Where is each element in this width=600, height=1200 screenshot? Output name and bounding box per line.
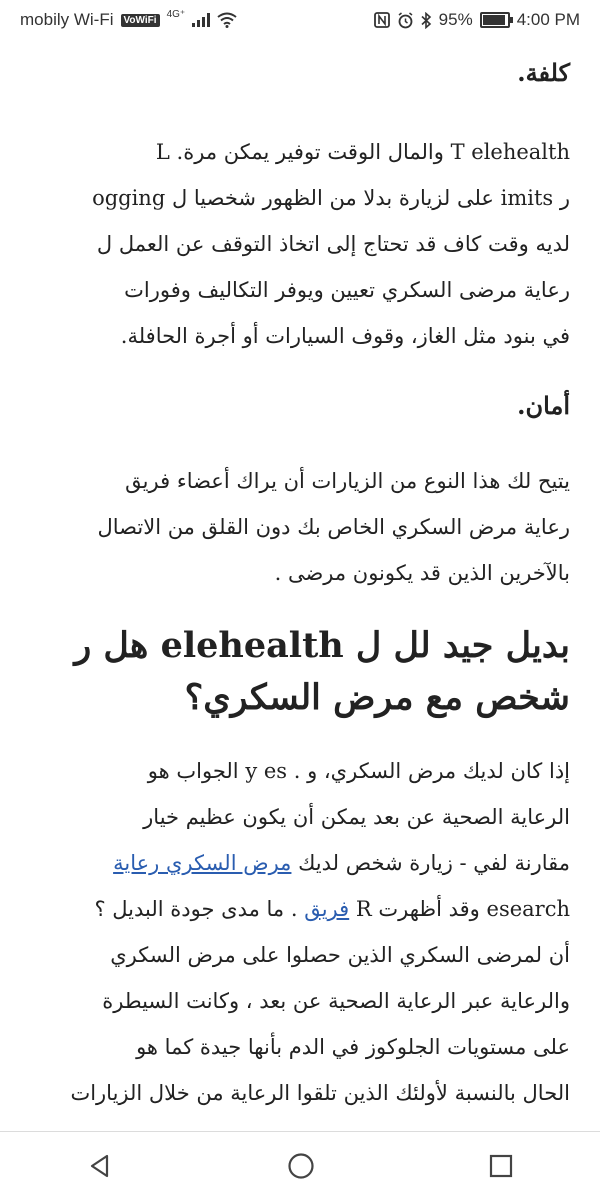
paragraph-line: الرعاية الصحية عن بعد يمكن أن يكون عظيم خيار [143, 805, 570, 829]
paragraph-text: . ما مدى جودة البديل ؟ [94, 897, 305, 921]
triangle-back-icon [87, 1153, 113, 1179]
team-link[interactable]: فريق [304, 897, 350, 921]
status-right [374, 10, 580, 30]
navigation-bar [0, 1131, 600, 1200]
status-left [20, 10, 237, 30]
vowifi-badge: VoWiFi [121, 14, 160, 27]
status-bar [0, 0, 600, 40]
diabetes-care-link[interactable]: مرض السكري رعاية [113, 851, 292, 875]
circle-home-icon [287, 1152, 315, 1180]
paragraph-line: يتيح لك هذا النوع من الزيارات أن يراك أعضاء فريق [125, 469, 570, 493]
article-content[interactable] [0, 40, 600, 1132]
clock: 4:00 PM [516, 10, 580, 29]
section-heading-line: شخص مع مرض السكري؟ [184, 677, 570, 718]
paragraph-answer [32, 748, 570, 1116]
back-button[interactable] [87, 1153, 113, 1179]
recents-button[interactable] [489, 1154, 513, 1178]
square-recents-icon [489, 1154, 513, 1178]
home-button[interactable] [287, 1152, 315, 1180]
carrier-label: mobily Wi-Fi [20, 10, 114, 29]
paragraph-line: في بنود مثل الغاز، وقوف السيارات أو أجرة الحافلة. [120, 324, 570, 348]
paragraph-line: إذا كان لديك مرض السكري، و . y es الجواب هو [147, 759, 570, 783]
bluetooth-icon [421, 12, 432, 29]
alarm-icon [397, 12, 414, 29]
section-heading [32, 620, 570, 724]
heading-cost: كلفة. [517, 58, 570, 87]
paragraph-line: T elehealth والمال الوقت توفير يمكن مرة. L [155, 140, 570, 164]
battery-percent: 95% [438, 10, 473, 29]
paragraph-line: أن لمرضى السكري الذين حصلوا على مرض السكري [110, 943, 570, 967]
network-type-label: 4G⁺ [166, 8, 186, 20]
paragraph-line: لديه وقت كاف قد تحتاج إلى اتخاذ التوقف عن العمل ل [96, 232, 570, 256]
paragraph-cost [32, 129, 570, 359]
signal-icon [192, 13, 210, 27]
wifi-icon [217, 12, 237, 28]
paragraph-line: رعاية مرضى السكري تعيين ويوفر التكاليف وفورات [124, 278, 570, 302]
paragraph-line: ر imits على لزيارة بدلا من الظهور شخصيا ل ogging [92, 186, 570, 210]
paragraph-line: بالآخرين الذين قد يكونون مرضى . [274, 561, 570, 585]
battery-icon [480, 12, 510, 28]
paragraph-text: esearch وقد أظهرت R [349, 897, 570, 921]
section-heading-line: بديل جيد لل ل elehealth هل ر [74, 625, 570, 666]
paragraph-line: والرعاية عبر الرعاية الصحية عن بعد ، وكانت السيطرة [102, 989, 570, 1013]
paragraph-line: رعاية مرض السكري الخاص بك دون القلق من الاتصال [97, 515, 570, 539]
paragraph-line: الحال بالنسبة لأولئك الذين تلقوا الرعاية من خلال الزيارات [70, 1081, 570, 1105]
paragraph-line-with-link [32, 886, 570, 932]
nfc-icon [374, 12, 390, 28]
paragraph-text: مقارنة لفي - زيارة شخص لديك [291, 851, 570, 875]
paragraph-line: على مستويات الجلوكوز في الدم بأنها جيدة كما هو [136, 1035, 570, 1059]
heading-safety: أمان. [517, 391, 570, 420]
paragraph-safety [32, 458, 570, 596]
paragraph-line-with-link [32, 840, 570, 886]
